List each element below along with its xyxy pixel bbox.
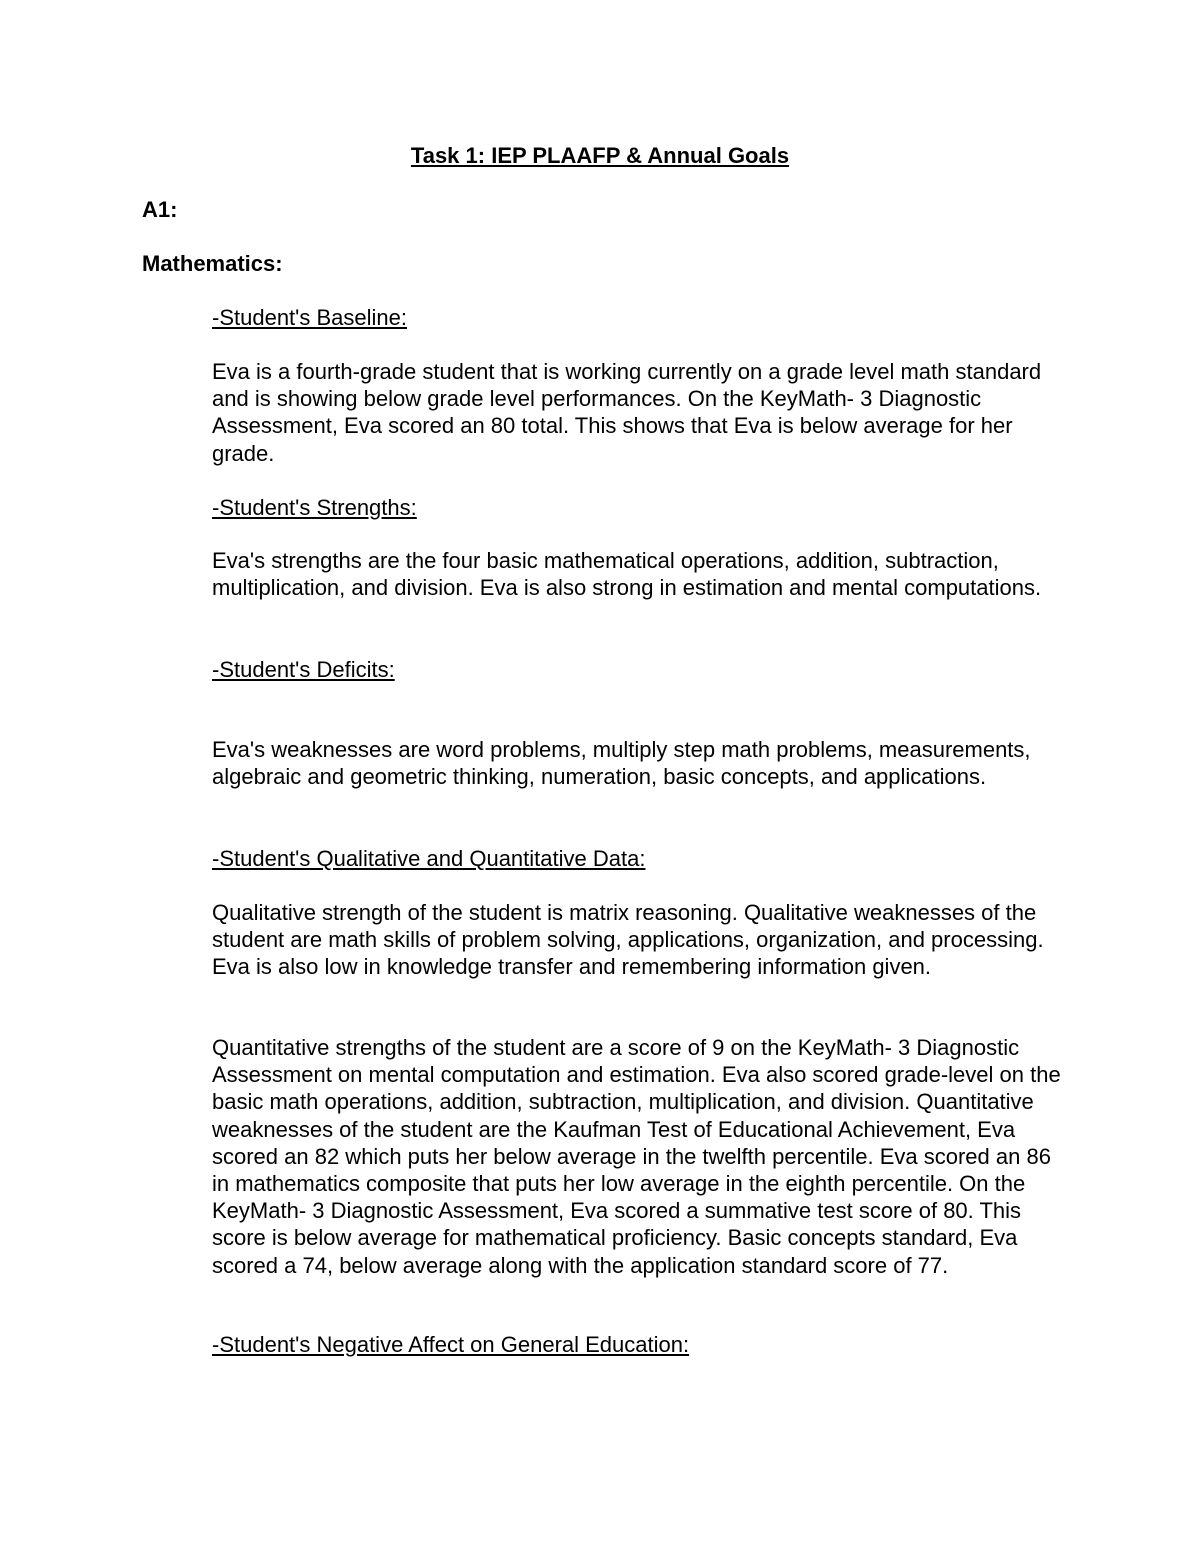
section-id: A1: xyxy=(142,197,178,222)
strengths-heading: -Student's Strengths: xyxy=(212,495,417,520)
deficits-heading: -Student's Deficits: xyxy=(212,657,395,682)
baseline-text: Eva is a fourth-grade student that is working currently on a grade level math standard and is showing below grade level performances. On the KeyMath- 3 Diagnostic Assessment, Eva scored an 80 total. This shows that Eva is below average for her grade. xyxy=(212,359,1042,466)
data-heading: -Student's Qualitative and Quantitative Data: xyxy=(212,846,646,871)
subject-heading: Mathematics: xyxy=(142,251,283,276)
deficits-text: Eva's weaknesses are word problems, multiply step math problems, measurements, algebraic and geometric thinking, numeration, basic concepts, and applications. xyxy=(212,737,1031,790)
baseline-heading: -Student's Baseline: xyxy=(212,305,407,330)
qualitative-text: Qualitative strength of the student is matrix reasoning. Qualitative weaknesses of the student are math skills of problem solving, applications, organization, and processing. Eva is also low in knowledge transfer and remembering information given. xyxy=(212,900,1044,980)
quantitative-text: Quantitative strengths of the student are a score of 9 on the KeyMath- 3 Diagnostic Assessment on mental computation and estimation. Eva also scored grade-level on the basic math operations, addition, subtraction, multiplication, and division. Quantitative weaknesses of the student are the Kaufman Test of Educational Achievement, Eva scored an 82 which puts her below average in the twelfth percentile. Eva scored an 86 in mathematics composite that puts her low average in the eighth percentile. On the KeyMath- 3 Diagnostic Assessment, Eva scored a summative test score of 80. This score is below average for mathematical proficiency. Basic concepts standard, Eva scored a 74, below average along with the application standard score of 77. xyxy=(212,1035,1061,1278)
document-title: Task 1: IEP PLAAFP & Annual Goals xyxy=(410,143,790,168)
strengths-text: Eva's strengths are the four basic mathematical operations, addition, subtraction, multiplication, and division. Eva is also strong in estimation and mental computations. xyxy=(212,548,1042,601)
negative-affect-heading: -Student's Negative Affect on General Education: xyxy=(212,1332,690,1357)
